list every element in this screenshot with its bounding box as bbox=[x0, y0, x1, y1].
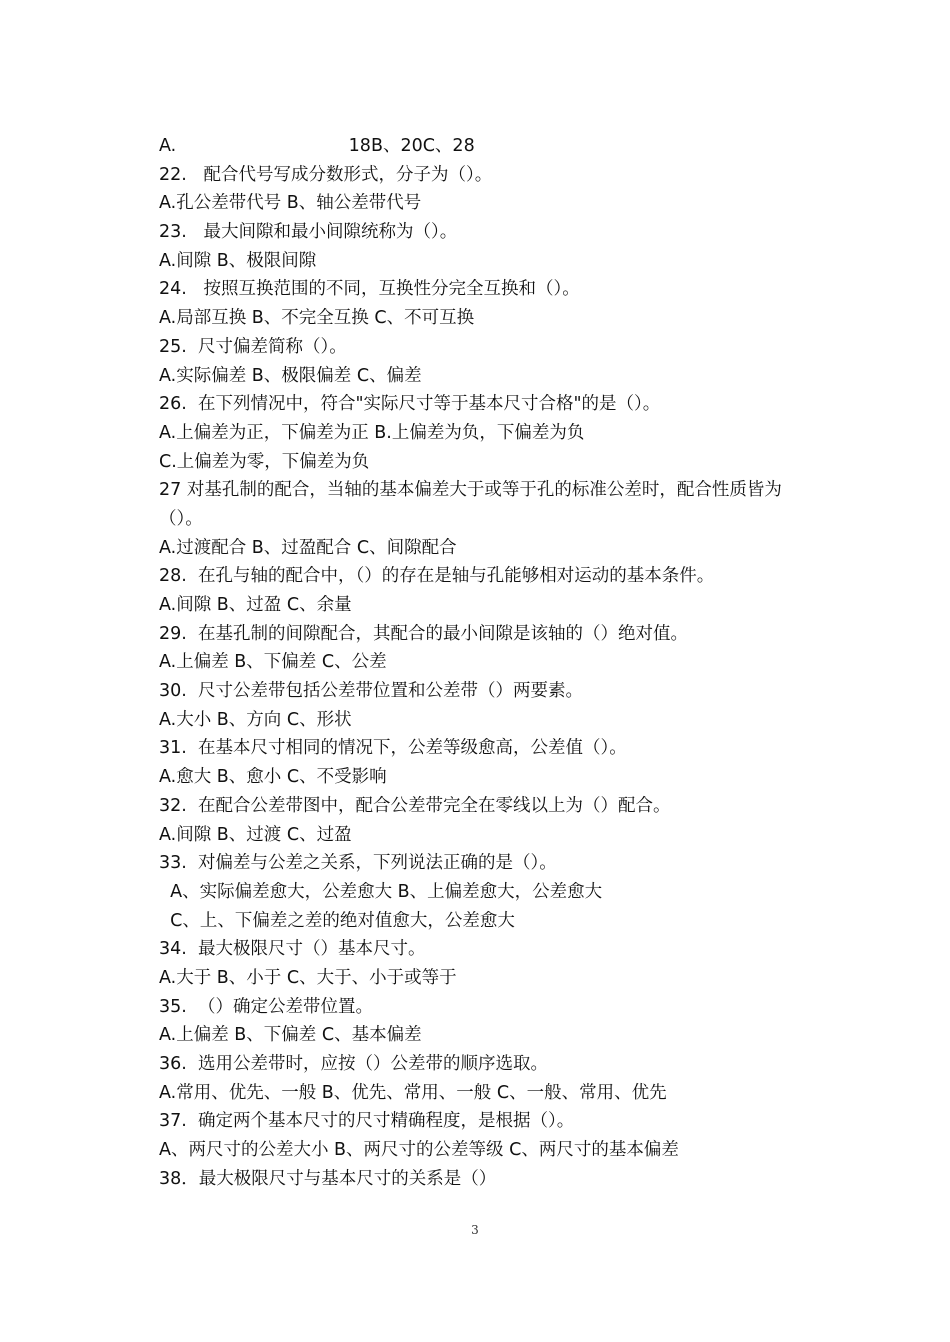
question-27: 27 对基孔制的配合，当轴的基本偏差大于或等于孔的标准公差时，配合性质皆为（）。 bbox=[159, 480, 782, 529]
answer-options-22: A.孔公差带代号 B、轴公差带代号 bbox=[159, 193, 422, 214]
answer-options-23: A.间隙 B、极限间隙 bbox=[159, 250, 317, 271]
answer-options-27: A.过渡配合 B、过盈配合 C、间隙配合 bbox=[159, 537, 457, 558]
answer-options-24: A.局部互换 B、不完全互换 C、不可互换 bbox=[159, 308, 475, 329]
answer-options-31: A.愈大 B、愈小 C、不受影响 bbox=[159, 767, 387, 788]
question-22: 22. 配合代号写成分数形式，分子为（）。 bbox=[159, 164, 493, 185]
answer-options-33-c: C、上、下偏差之差的绝对值愈大，公差愈大 bbox=[159, 910, 515, 931]
question-37: 37. 确定两个基本尺寸的尺寸精确程度，是根据（）。 bbox=[159, 1111, 575, 1132]
answer-options-21: A. 18B、20C、28 bbox=[159, 136, 475, 156]
question-38: 38．最大极限尺寸与基本尺寸的关系是（） bbox=[159, 1168, 497, 1189]
question-34: 34. 最大极限尺寸（）基本尺寸。 bbox=[159, 939, 426, 960]
answer-options-26-c: C.上偏差为零，下偏差为负 bbox=[159, 451, 370, 472]
question-29: 29. 在基孔制的间隙配合，其配合的最小间隙是该轴的（）绝对值。 bbox=[159, 623, 688, 644]
question-30: 30. 尺寸公差带包括公差带位置和公差带（）两要素。 bbox=[159, 681, 583, 702]
answer-options-33-ab: A、实际偏差愈大，公差愈大 B、上偏差愈大，公差愈大 bbox=[159, 881, 603, 902]
question-text-block bbox=[159, 132, 809, 1193]
question-35: 35. （）确定公差带位置。 bbox=[159, 996, 373, 1017]
question-28: 28. 在孔与轴的配合中，（）的存在是轴与孔能够相对运动的基本条件。 bbox=[159, 566, 715, 587]
answer-options-37: A、两尺寸的公差大小 B、两尺寸的公差等级 C、两尺寸的基本偏差 bbox=[159, 1140, 679, 1161]
answer-options-36: A.常用、优先、一般 B、优先、常用、一般 C、一般、常用、优先 bbox=[159, 1082, 667, 1103]
question-31: 31. 在基本尺寸相同的情况下，公差等级愈高，公差值（）。 bbox=[159, 738, 627, 759]
question-23: 23. 最大间隙和最小间隙统称为（）。 bbox=[159, 222, 458, 243]
question-32: 32. 在配合公差带图中，配合公差带完全在零线以上为（）配合。 bbox=[159, 795, 671, 816]
question-36: 36. 选用公差带时，应按（）公差带的顺序选取。 bbox=[159, 1054, 548, 1075]
answer-options-32: A.间隙 B、过渡 C、过盈 bbox=[159, 824, 352, 845]
question-25: 25. 尺寸偏差简称（）。 bbox=[159, 336, 347, 357]
question-26: 26. 在下列情况中，符合"实际尺寸等于基本尺寸合格"的是（）。 bbox=[159, 394, 661, 415]
answer-options-26-ab: A.上偏差为正，下偏差为正 B.上偏差为负，下偏差为负 bbox=[159, 422, 585, 443]
answer-options-28: A.间隙 B、过盈 C、余量 bbox=[159, 595, 352, 616]
answer-options-29: A.上偏差 B、下偏差 C、公差 bbox=[159, 652, 387, 673]
question-33: 33. 对偏差与公差之关系，下列说法正确的是（）。 bbox=[159, 853, 557, 874]
answer-options-35: A.上偏差 B、下偏差 C、基本偏差 bbox=[159, 1025, 422, 1046]
page-number: 3 bbox=[471, 1223, 479, 1237]
answer-options-34: A.大于 B、小于 C、大于、小于或等于 bbox=[159, 967, 457, 988]
answer-options-30: A.大小 B、方向 C、形状 bbox=[159, 709, 352, 730]
question-24: 24. 按照互换范围的不同，互换性分完全互换和（）。 bbox=[159, 279, 580, 300]
answer-options-25: A.实际偏差 B、极限偏差 C、偏差 bbox=[159, 365, 422, 386]
